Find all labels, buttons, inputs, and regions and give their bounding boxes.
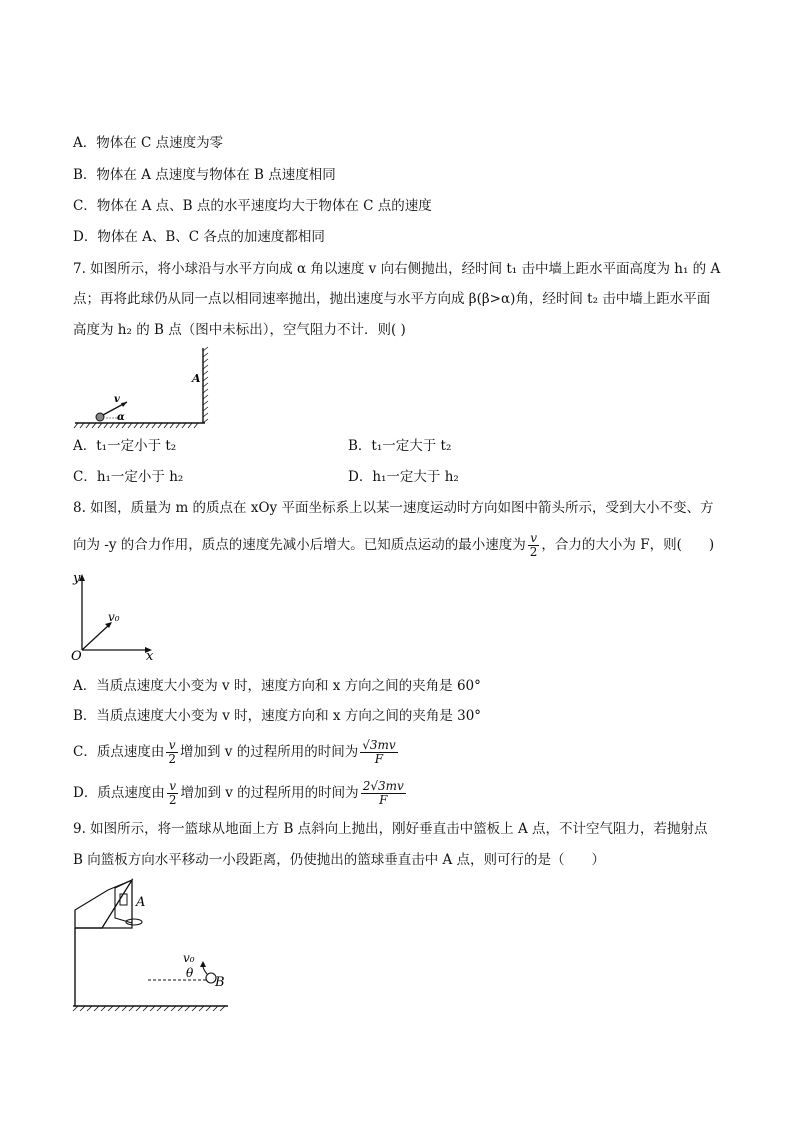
q8-label-v0: v₀ [108,610,120,624]
q8-option-b: B．当质点速度大小变为 v 时，速度方向和 x 方向之间的夹角是 30° [73,708,482,724]
q8-label-x: x [146,649,154,664]
q7-label-a: A [192,372,201,385]
q9-label-theta: θ [186,966,194,980]
q8-option-c-fraction-v2: $\frac{v}{2}$ [168,738,176,766]
q7-option-a: A．t₁一定小于 t₂ [73,438,177,454]
q6-option-c: C．物体在 A 点、B 点的水平速度均大于物体在 C 点的速度 [73,198,432,214]
q8-option-d: D．质点速度由 $\frac{v}{2}$ 增加到 v 的过程所用的时间为 $\frac{2√3mv}{F}$ [73,779,404,807]
q8-option-d-time-fraction: $\frac{2√3mv}{F}$ [362,779,404,807]
q8-label-o: O [71,649,82,664]
q9-label-a: A [136,895,146,910]
q7-option-d: D．h₁一定大于 h₂ [348,469,459,485]
q6-option-b: B．物体在 A 点速度与物体在 B 点速度相同 [73,167,336,183]
q8-stem-line2 [73,531,714,559]
q8-option-d-fraction-v2: $\frac{v}{2}$ [168,779,177,807]
q9-stem-line2: B 向篮板方向水平移动一小段距离，仍使抛出的篮球垂直击中 A 点，则可行的是（ ） [73,852,606,868]
q6-option-a: A．物体在 C 点速度为零 [73,135,224,151]
q8-stem-line2-a: 向为 -y 的合力作用，质点的速度先减小后增大。已知质点运动的最小速度为 [73,537,526,553]
q9-figure [70,868,235,1018]
q9-label-v0: v₀ [183,951,195,965]
q7-option-b: B．t₁一定大于 t₂ [348,438,452,454]
q9-label-b: B [215,975,225,990]
q7-option-c: C．h₁一定小于 h₂ [73,469,184,485]
q8-stem-line1: 8. 如图，质量为 m 的质点在 xOy 平面坐标系上以某一速度运动时方向如图中箭头所示，受到大小不变、方 [73,500,714,516]
q7-label-alpha: α [117,412,125,423]
q7-figure [70,345,215,430]
q7-stem-line2: 点；再将此球仍从同一点以相同速率抛出，抛出速度与水平方向成 β(β>α)角，经时间 t₂ 击中墙上距水平面 [73,291,711,307]
q8-option-a: A．当质点速度大小变为 v 时，速度方向和 x 方向之间的夹角是 60° [73,678,481,694]
q8-label-y: y [73,571,81,586]
q8-option-c: C．质点速度由 $\frac{v}{2}$ 增加到 v 的过程所用的时间为 $\frac{√3mv}{F}$ [73,738,396,766]
q8-figure [70,568,165,664]
q6-option-d: D．物体在 A、B、C 各点的加速度都相同 [73,229,325,245]
q7-stem-line3: 高度为 h₂ 的 B 点（图中未标出），空气阻力不计．则( ) [73,322,406,338]
q8-stem-line2-b: ，合力的大小为 F，则( ) [541,537,715,553]
q8-option-c-time-fraction: $\frac{√3mv}{F}$ [362,738,396,766]
q7-stem-line1: 7. 如图所示，将小球沿与水平方向成 α 角以速度 v 向右侧抛出，经时间 t₁ 击中墙上距水平面高度为 h₁ 的 A [73,261,721,277]
q7-label-v: v [114,394,120,405]
q7-ball [96,413,104,421]
q8-min-speed-fraction: $\frac{v}{2}$ [529,531,538,559]
q9-stem-line1: 9. 如图所示，将一篮球从地面上方 B 点斜向上抛出，刚好垂直击中篮板上 A 点，不计空气阻力，若抛射点 [73,821,708,837]
